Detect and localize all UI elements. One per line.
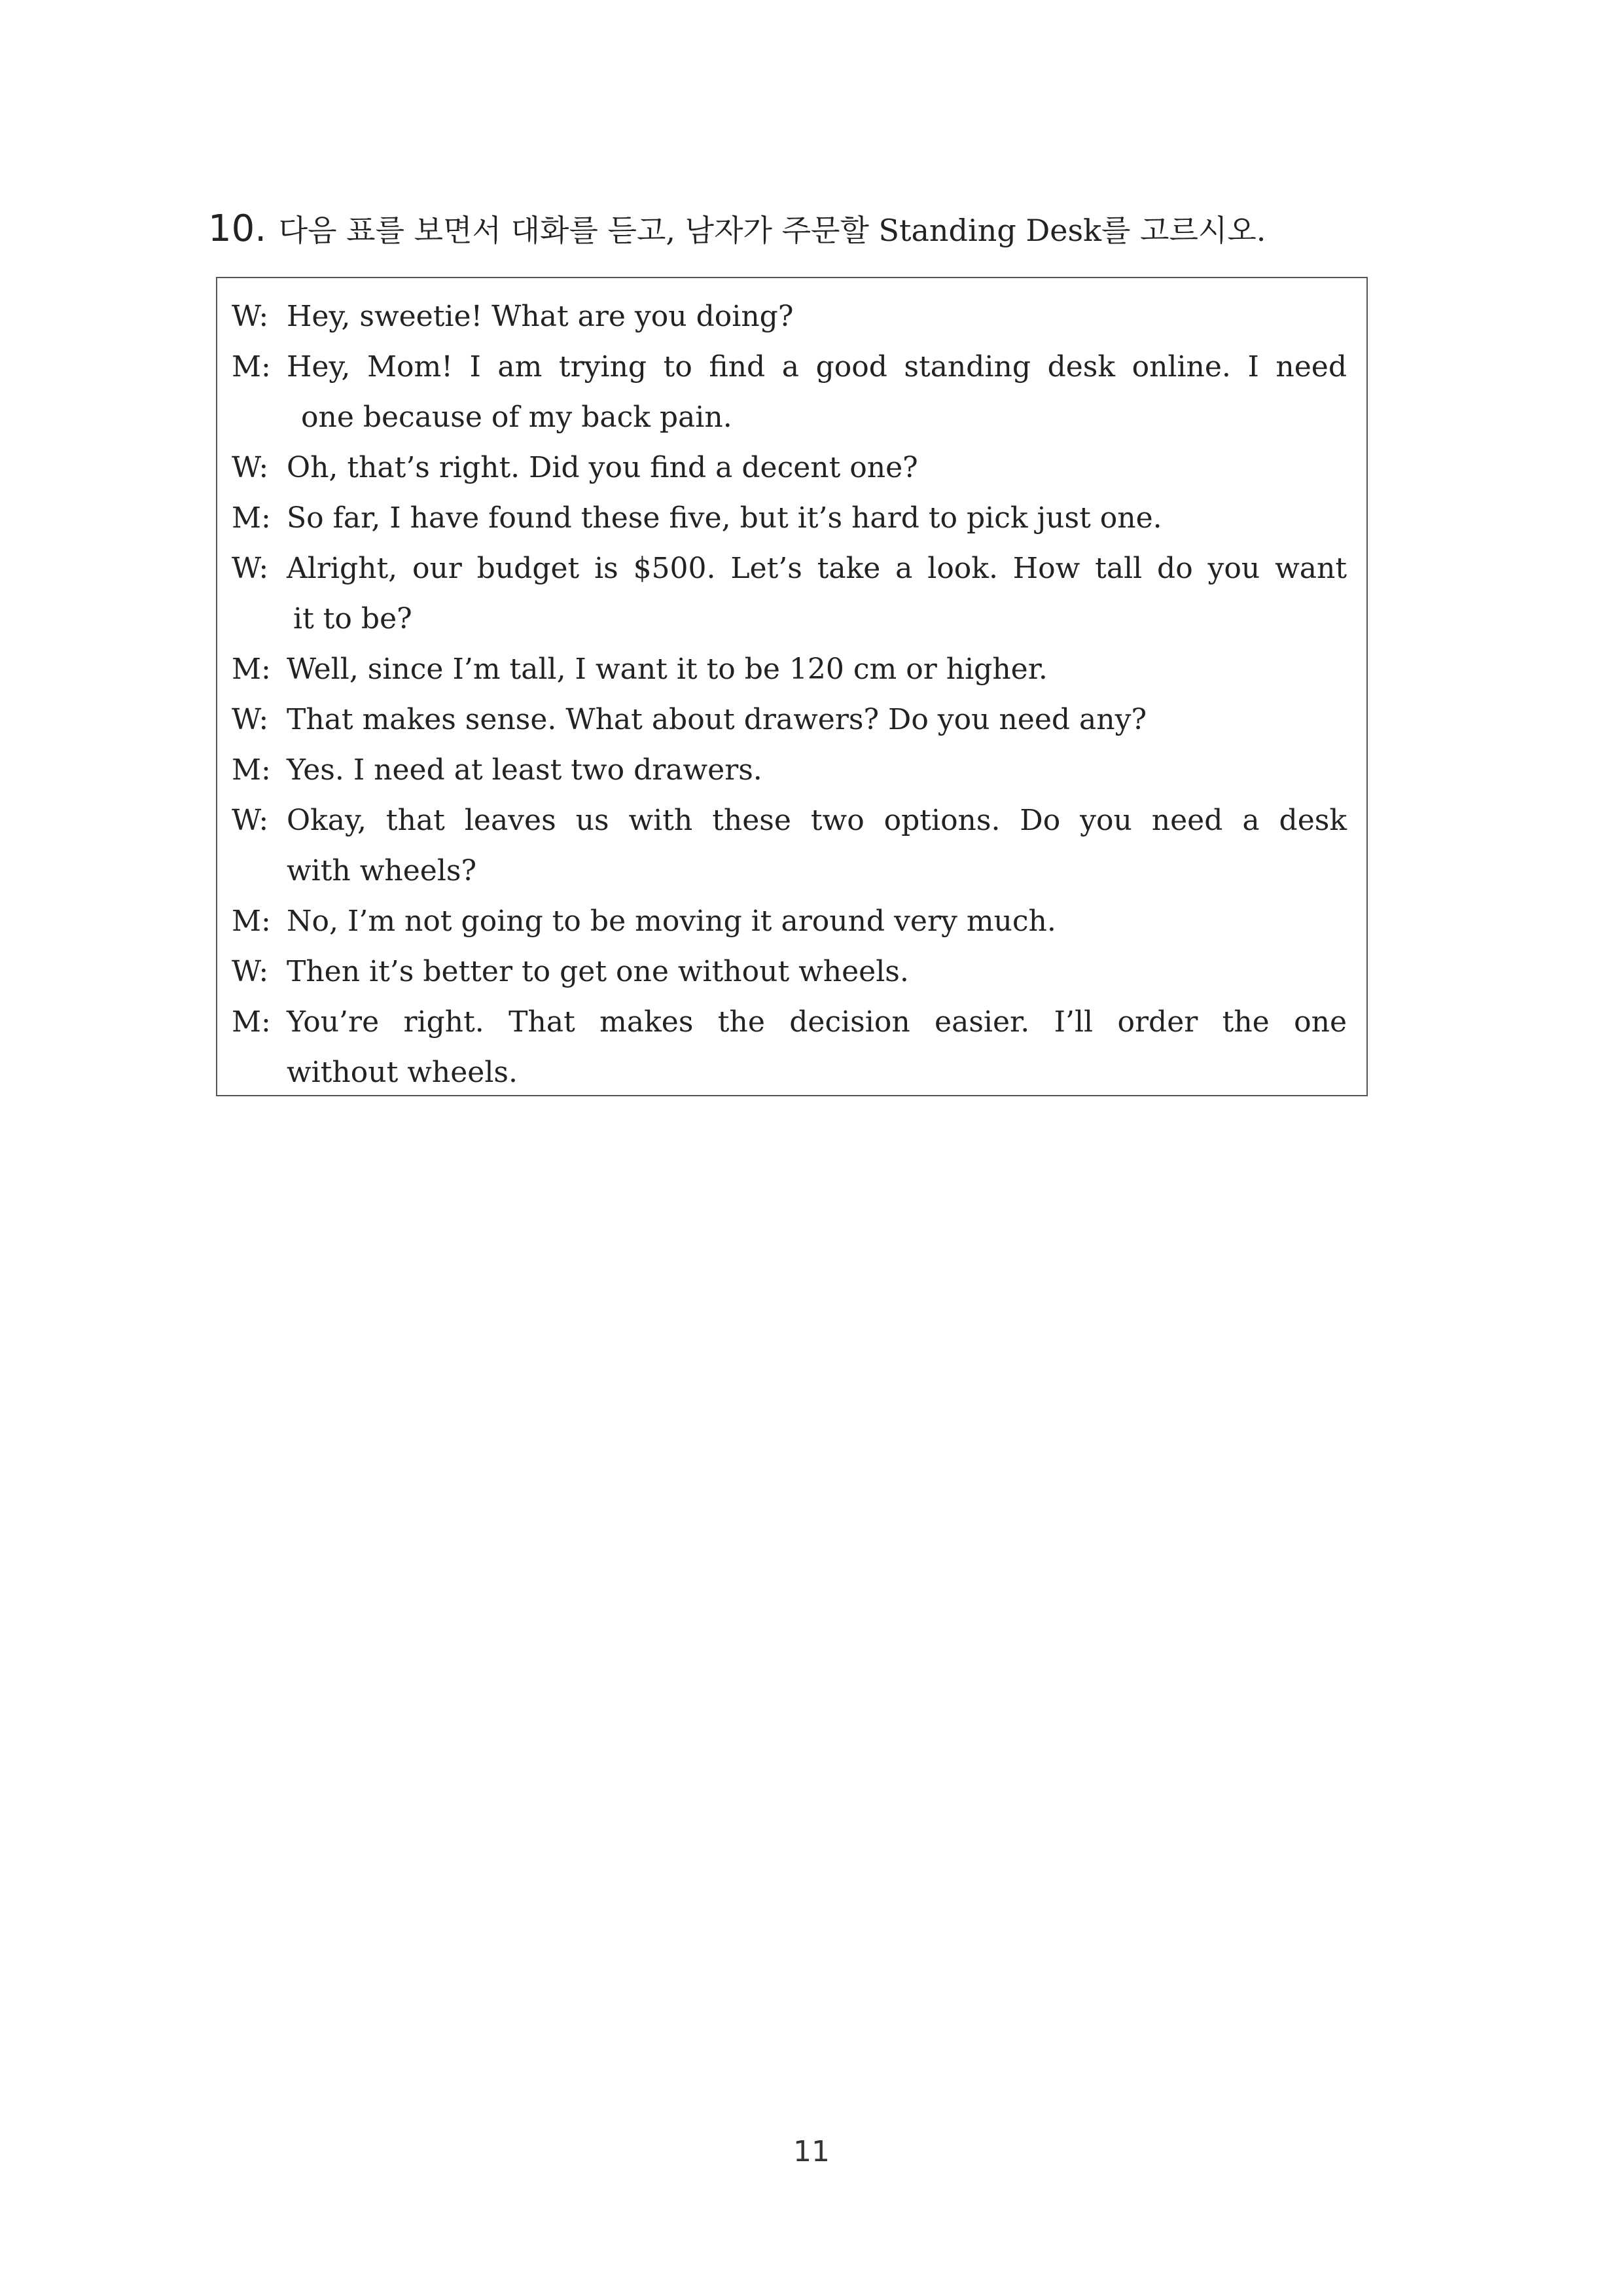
dialogue-line [217,896,1366,946]
dialogue-line-continuation [217,846,1366,896]
dialogue-line [217,543,1366,594]
dialogue-text: one because of my back pain. [301,401,732,434]
page-number: 11 [793,2135,830,2168]
speaker-label: M: [232,753,271,787]
dialogue-text: Then it’s better to get one without wheels. [287,955,909,988]
speaker-label: M: [232,653,271,686]
dialogue-line [217,442,1366,493]
question-text: 다음 표를 보면서 대화를 듣고, 남자가 주문할 Standing Desk를 고르시오. [278,213,1266,248]
dialogue-text: You’re right. That makes the decision easier. I’ll order the one [287,1005,1347,1039]
speaker-label: W: [232,451,269,484]
dialogue-text: Yes. I need at least two drawers. [287,753,762,787]
speaker-label: M: [232,905,271,938]
dialogue-text: Well, since I’m tall, I want it to be 120 cm or higher. [287,653,1048,686]
dialogue-line-continuation [217,392,1366,442]
dialogue-line [217,291,1366,342]
dialogue-text: Okay, that leaves us with these two options. Do you need a desk [287,804,1347,837]
dialogue-line [217,342,1366,392]
speaker-label: W: [232,552,269,585]
dialogue-line [217,997,1366,1047]
question-heading [208,204,1386,255]
dialogue-line [217,694,1366,745]
dialogue-line-continuation [217,1047,1366,1098]
speaker-label: M: [232,501,271,535]
dialogue-line [217,493,1366,543]
dialogue-text: Hey, sweetie! What are you doing? [287,300,794,333]
dialogue-line [217,946,1366,997]
dialogue-text: with wheels? [287,854,477,888]
dialogue-line [217,795,1366,846]
dialogue-line [217,644,1366,694]
dialogue-text: No, I’m not going to be moving it around very much. [287,905,1056,938]
dialogue-text: without wheels. [287,1056,518,1089]
dialogue-line [217,745,1366,795]
speaker-label: W: [232,300,269,333]
dialogue-text: So far, I have found these five, but it’s hard to pick just one. [287,501,1162,535]
dialogue-script-box [216,277,1368,1096]
speaker-label: W: [232,703,269,736]
dialogue-text: Alright, our budget is $500. Let’s take a look. How tall do you want [287,552,1347,585]
dialogue-text: it to be? [293,602,412,636]
speaker-label: M: [232,350,271,384]
question-number: 10. [208,207,267,250]
dialogue-line-continuation [217,594,1366,644]
dialogue-text: That makes sense. What about drawers? Do you need any? [287,703,1147,736]
speaker-label: M: [232,1005,271,1039]
dialogue-text: Hey, Mom! I am trying to find a good standing desk online. I need [287,350,1347,384]
speaker-label: W: [232,955,269,988]
speaker-label: W: [232,804,269,837]
dialogue-text: Oh, that’s right. Did you find a decent one? [287,451,918,484]
